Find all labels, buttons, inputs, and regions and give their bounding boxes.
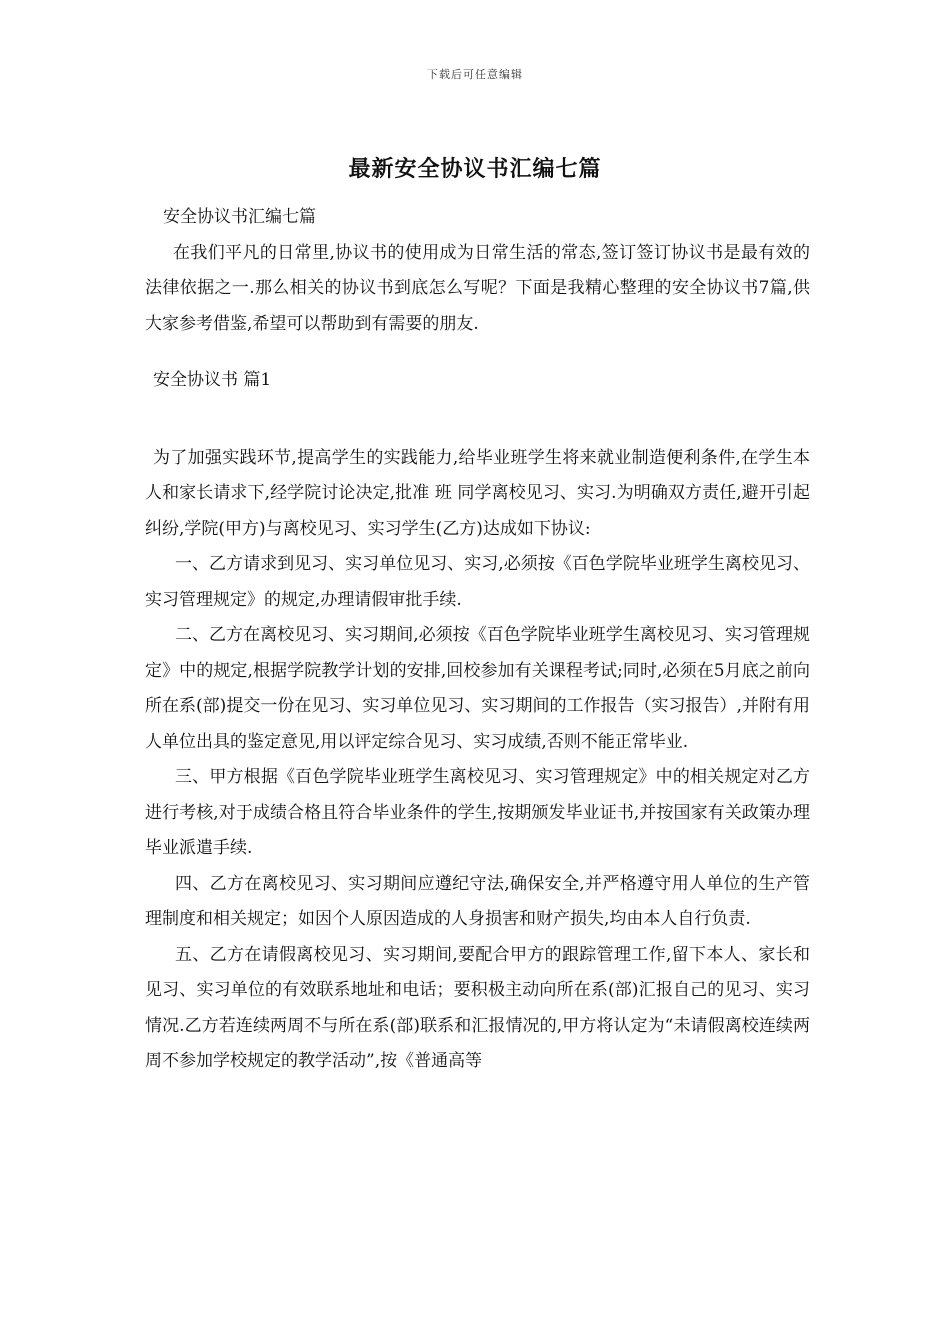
page-header-note: 下载后可任意编辑 [427, 68, 523, 81]
clause-paragraph-4: 四、乙方在离校见习、实习期间应遵纪守法,确保安全,并严格遵守用人单位的生产管理制度和相关规定；如因个人原因造成的人身损害和财产损失,均由本人自行负责. [145, 873, 810, 929]
opening-paragraph: 为了加强实践环节,提高学生的实践能力,给毕业班学生将来就业制造便利条件,在学生本人和家长请求下,经学院讨论决定,批准 班 同学离校见习、实习.为明确双方责任,避开引起纠纷,学院(甲方)与离校见习、实习学生(乙方)达成如下协议: [145, 447, 810, 539]
clause-paragraph-5: 五、乙方在请假离校见习、实习期间,要配合甲方的跟踪管理工作,留下本人、家长和见习、实习单位的有效联系地址和电话；要积极主动向所在系(部)汇报自己的见习、实习情况.乙方若连续两周不与所在系(部)联系和汇报情况的,甲方将认定为“未请假离校连续两周不参加学校规定的教学活动”,按《普通高等 [145, 944, 810, 1071]
document-title: 最新安全协议书汇编七篇 [348, 157, 602, 182]
clause-paragraph-3: 三、甲方根据《百色学院毕业班学生离校见习、实习管理规定》中的相关规定对乙方进行考核,对于成绩合格且符合毕业条件的学生,按期颁发毕业证书,并按国家有关政策办理毕业派遣手续. [145, 767, 810, 858]
section-heading: 安全协议书 篇1 [153, 370, 272, 390]
clause-paragraph-1: 一、乙方请求到见习、实习单位见习、实习,必须按《百色学院毕业班学生离校见习、实习管理规定》的规定,办理请假审批手续. [145, 554, 810, 610]
document-body [145, 200, 810, 1080]
document-subtitle: 安全协议书汇编七篇 [163, 207, 316, 227]
intro-paragraph: 在我们平凡的日常里,协议书的使用成为日常生活的常态,签订签订协议书是最有效的法律依据之一.那么相关的协议书到底怎么写呢？下面是我精心整理的安全协议书7篇,供大家参考借鉴,希望可以帮助到有需要的朋友. [145, 242, 810, 334]
clause-paragraph-2: 二、乙方在离校见习、实习期间,必须按《百色学院毕业班学生离校见习、实习管理规定》中的规定,根据学院教学计划的安排,回校参加有关课程考试;同时,必须在5月底之前向所在系(部)提交一份在见习、实习单位见习、实习期间的工作报告（实习报告）,并附有用人单位出具的鉴定意见,用以评定综合见习、实习成绩,否则不能正常毕业. [145, 625, 810, 752]
